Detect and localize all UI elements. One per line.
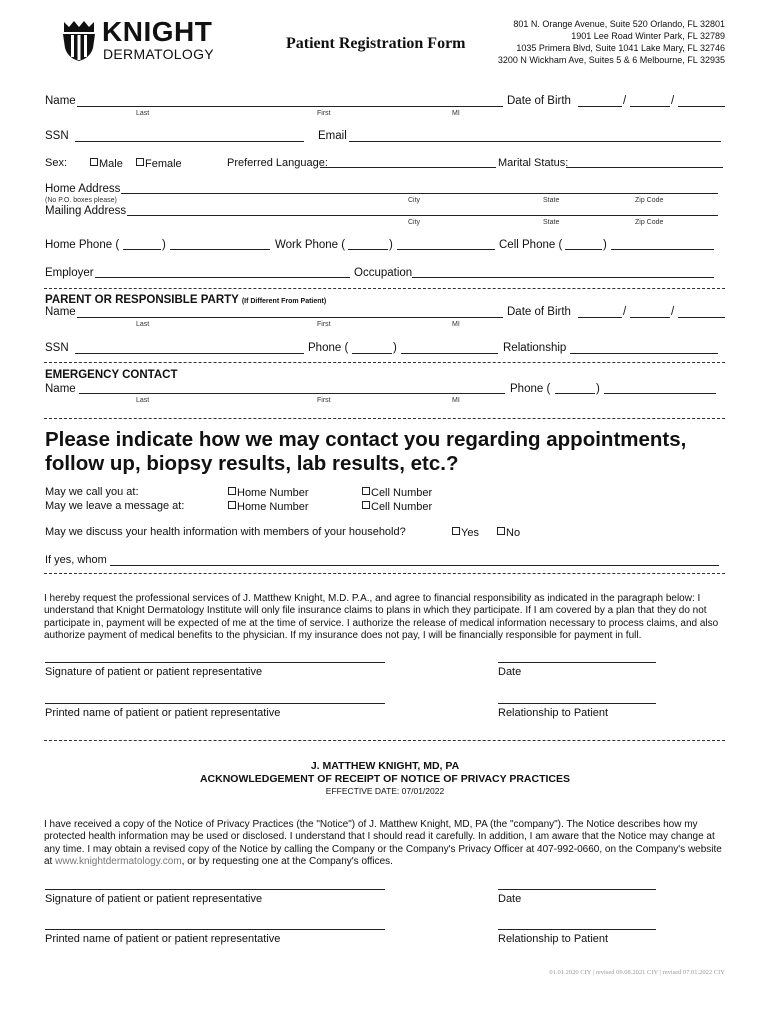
mi-caption: MI <box>452 397 460 404</box>
employer-field[interactable] <box>95 277 350 278</box>
home-phone-area-field[interactable] <box>123 249 161 250</box>
cell-number-label: Cell Number <box>371 501 433 513</box>
paren: ) <box>603 239 607 251</box>
parent-dob-label: Date of Birth <box>507 306 571 318</box>
home-number-label: Home Number <box>237 501 309 513</box>
emergency-name-field[interactable] <box>79 393 505 394</box>
contact-heading <box>45 428 686 476</box>
privacy-heading <box>0 760 770 798</box>
section-divider <box>44 418 725 419</box>
checkbox[interactable] <box>452 527 460 535</box>
home-phone-label: Home Phone ( <box>45 239 120 251</box>
zip-caption: Zip Code <box>635 219 664 226</box>
dob-year-field[interactable] <box>678 106 725 107</box>
privacy-signature-label: Signature of patient or patient representative <box>45 893 263 905</box>
parent-dob-day-field[interactable] <box>630 317 670 318</box>
last-caption: Last <box>136 321 150 328</box>
parent-dob-year-field[interactable] <box>678 317 725 318</box>
privacy-effective-date: EFFECTIVE DATE: 07/01/2022 <box>325 786 445 796</box>
dob-label: Date of Birth <box>507 95 571 107</box>
parent-ssn-field[interactable] <box>75 353 304 354</box>
home-phone-field[interactable] <box>170 249 270 250</box>
address-line: 3200 N Wickham Ave, Suites 5 & 6 Melbourne, FL 32935 <box>497 55 725 65</box>
logo-line2: DERMATOLOGY <box>103 46 214 62</box>
paren: ) <box>389 239 393 251</box>
parent-name-label: Name <box>45 306 76 318</box>
address-line: 1901 Lee Road Winter Park, FL 32789 <box>571 31 725 41</box>
contact-heading-line2: follow up, biopsy results, lab results, etc.? <box>45 452 459 475</box>
parent-heading-note: (If Different From Patient) <box>241 298 327 305</box>
marital-field[interactable] <box>566 167 723 168</box>
mi-caption: MI <box>452 110 460 117</box>
name-field[interactable] <box>77 106 503 107</box>
consent-printed-name-field[interactable] <box>45 703 385 704</box>
checkbox[interactable] <box>497 527 505 535</box>
emergency-phone-area-field[interactable] <box>555 393 595 394</box>
parent-heading <box>45 295 326 307</box>
dob-slash: / <box>623 306 627 318</box>
first-caption: First <box>317 321 331 328</box>
parent-phone-field[interactable] <box>401 353 498 354</box>
logo <box>60 18 230 62</box>
sex-male-option[interactable] <box>90 158 123 170</box>
revision-footer: 01.01.2020 CIY | revised 09.08.2021 CIY | revised 07.01.2022 CIY <box>549 969 725 976</box>
checkbox[interactable] <box>362 487 370 495</box>
consent-relationship-field[interactable] <box>498 703 656 704</box>
sex-female-option[interactable] <box>136 158 182 170</box>
state-caption: State <box>543 219 560 226</box>
privacy-printed-name-field[interactable] <box>45 929 385 930</box>
consent-signature-label: Signature of patient or patient representative <box>45 666 263 678</box>
section-divider <box>44 288 725 289</box>
privacy-date-label: Date <box>498 893 522 905</box>
section-divider <box>44 362 725 363</box>
privacy-date-field[interactable] <box>498 889 656 890</box>
home-address-field[interactable] <box>121 193 718 194</box>
dob-slash: / <box>623 95 627 107</box>
dob-day-field[interactable] <box>630 106 670 107</box>
parent-heading-text: PARENT OR RESPONSIBLE PARTY <box>45 294 239 306</box>
ssn-field[interactable] <box>75 141 304 142</box>
privacy-printed-name-label: Printed name of patient or patient representative <box>45 933 281 945</box>
cell-phone-label: Cell Phone ( <box>499 239 563 251</box>
male-label: Male <box>99 158 123 170</box>
cell-phone-field[interactable] <box>611 249 714 250</box>
checkbox[interactable] <box>228 501 236 509</box>
privacy-text: I have received a copy of the Notice of Privacy Practices (the "Notice") of J. Matthew Knight, MD, PA (the "company"). The Notice describes how my protected health information may be used or disclosed. I understand that I should read it carefully. In addition, I am aware that the Notice may change at any time. I may obtain a revised copy of the Notice by calling the Company or the Company's Privacy Officer at 407-992-0660, on the Company's website at <box>44 819 722 868</box>
checkbox[interactable] <box>136 158 144 166</box>
paren: ) <box>596 383 600 395</box>
emergency-heading: EMERGENCY CONTACT <box>45 369 178 381</box>
emergency-phone-label: Phone ( <box>510 383 551 395</box>
home-number-label: Home Number <box>237 487 309 499</box>
message-home-option[interactable] <box>228 501 309 513</box>
no-label: No <box>506 527 521 539</box>
ssn-label: SSN <box>45 130 69 142</box>
cell-phone-area-field[interactable] <box>565 249 602 250</box>
parent-dob-month-field[interactable] <box>578 317 622 318</box>
household-no-option[interactable] <box>497 527 520 539</box>
whom-label: If yes, whom <box>45 554 107 566</box>
paren: ) <box>162 239 166 251</box>
dob-month-field[interactable] <box>578 106 622 107</box>
consent-date-label: Date <box>498 666 522 678</box>
privacy-heading2: ACKNOWLEDGEMENT OF RECEIPT OF NOTICE OF PRIVACY PRACTICES <box>199 772 571 785</box>
email-field[interactable] <box>349 141 721 142</box>
work-phone-area-field[interactable] <box>348 249 388 250</box>
checkbox[interactable] <box>90 158 98 166</box>
call-cell-option[interactable] <box>362 487 432 499</box>
household-yes-option[interactable] <box>452 527 479 539</box>
consent-printed-name-label: Printed name of patient or patient representative <box>45 707 281 719</box>
call-home-option[interactable] <box>228 487 309 499</box>
address-line: 801 N. Orange Avenue, Suite 520 Orlando, FL 32801 <box>513 19 725 29</box>
marital-label: Marital Status: <box>498 157 569 169</box>
emergency-name-label: Name <box>45 383 76 395</box>
work-phone-field[interactable] <box>397 249 495 250</box>
dob-slash: / <box>671 306 675 318</box>
mailing-address-field[interactable] <box>127 215 718 216</box>
checkbox[interactable] <box>362 501 370 509</box>
parent-name-field[interactable] <box>77 317 503 318</box>
privacy-text-end: , or by requesting one at the Company's offices. <box>181 856 393 868</box>
first-caption: First <box>317 110 331 117</box>
email-label: Email <box>318 130 347 142</box>
emergency-phone-field[interactable] <box>604 393 716 394</box>
sex-label: Sex: <box>45 157 68 169</box>
call-label: May we call you at: <box>45 486 139 498</box>
address-line: 1035 Primera Blvd, Suite 1041 Lake Mary, FL 32746 <box>516 43 725 53</box>
zip-caption: Zip Code <box>635 197 664 204</box>
privacy-heading1: J. MATTHEW KNIGHT, MD, PA <box>310 760 460 772</box>
dob-slash: / <box>671 95 675 107</box>
cell-number-label: Cell Number <box>371 487 433 499</box>
privacy-signature-field[interactable] <box>45 889 385 890</box>
consent-signature-field[interactable] <box>45 662 385 663</box>
city-caption: City <box>408 219 421 226</box>
consent-relationship-label: Relationship to Patient <box>498 707 609 719</box>
last-caption: Last <box>136 397 150 404</box>
language-field[interactable] <box>320 167 496 168</box>
paren: ) <box>393 342 397 354</box>
yes-label: Yes <box>461 527 479 539</box>
parent-ssn-label: SSN <box>45 342 69 354</box>
privacy-paragraph <box>44 819 728 869</box>
language-label: Preferred Language: <box>227 157 328 169</box>
parent-phone-label: Phone ( <box>308 342 349 354</box>
mailing-address-label: Mailing Address <box>45 205 127 217</box>
website-link[interactable]: www.knightdermatology.com <box>55 856 182 868</box>
form-title: Patient Registration Form <box>286 35 466 52</box>
home-address-label: Home Address <box>45 183 121 195</box>
po-note: (No P.O. boxes please) <box>45 197 117 204</box>
knight-helmet-icon <box>60 18 98 62</box>
city-caption: City <box>408 197 421 204</box>
logo-line1: KNIGHT <box>102 16 213 47</box>
consent-paragraph: I hereby request the professional services of J. Matthew Knight, M.D. P.A., and agree to financial responsibility as indicated in the paragraph below: I understand that Knight Dermatology Institute will only file insurance claims to plans in which they participate. If I am covered by a plan that they do not participate in, payment will be expected of me at the time of service. I authorize the release of medical information necessary to process claims, and also authorize payment of medical benefits to the physician. If my insurance does not pay, I will be financially responsible for payment in full. <box>44 593 719 642</box>
mi-caption: MI <box>452 321 460 328</box>
parent-relationship-field[interactable] <box>570 353 718 354</box>
first-caption: First <box>317 397 331 404</box>
message-label: May we leave a message at: <box>45 500 185 512</box>
state-caption: State <box>543 197 560 204</box>
parent-relationship-label: Relationship <box>503 342 567 354</box>
female-label: Female <box>145 158 182 170</box>
section-divider <box>44 573 725 574</box>
occupation-field[interactable] <box>412 277 714 278</box>
name-label: Name <box>45 95 76 107</box>
work-phone-label: Work Phone ( <box>275 239 346 251</box>
privacy-relationship-field[interactable] <box>498 929 656 930</box>
contact-heading-line1: Please indicate how we may contact you regarding appointments, <box>45 428 687 451</box>
consent-date-field[interactable] <box>498 662 656 663</box>
message-cell-option[interactable] <box>362 501 432 513</box>
household-question: May we discuss your health information with members of your household? <box>45 526 406 538</box>
occupation-label: Occupation <box>354 267 413 279</box>
parent-phone-area-field[interactable] <box>352 353 392 354</box>
office-addresses <box>498 18 725 66</box>
section-divider <box>44 740 725 741</box>
whom-field[interactable] <box>110 565 719 566</box>
employer-label: Employer <box>45 267 94 279</box>
checkbox[interactable] <box>228 487 236 495</box>
last-caption: Last <box>136 110 150 117</box>
privacy-relationship-label: Relationship to Patient <box>498 933 609 945</box>
